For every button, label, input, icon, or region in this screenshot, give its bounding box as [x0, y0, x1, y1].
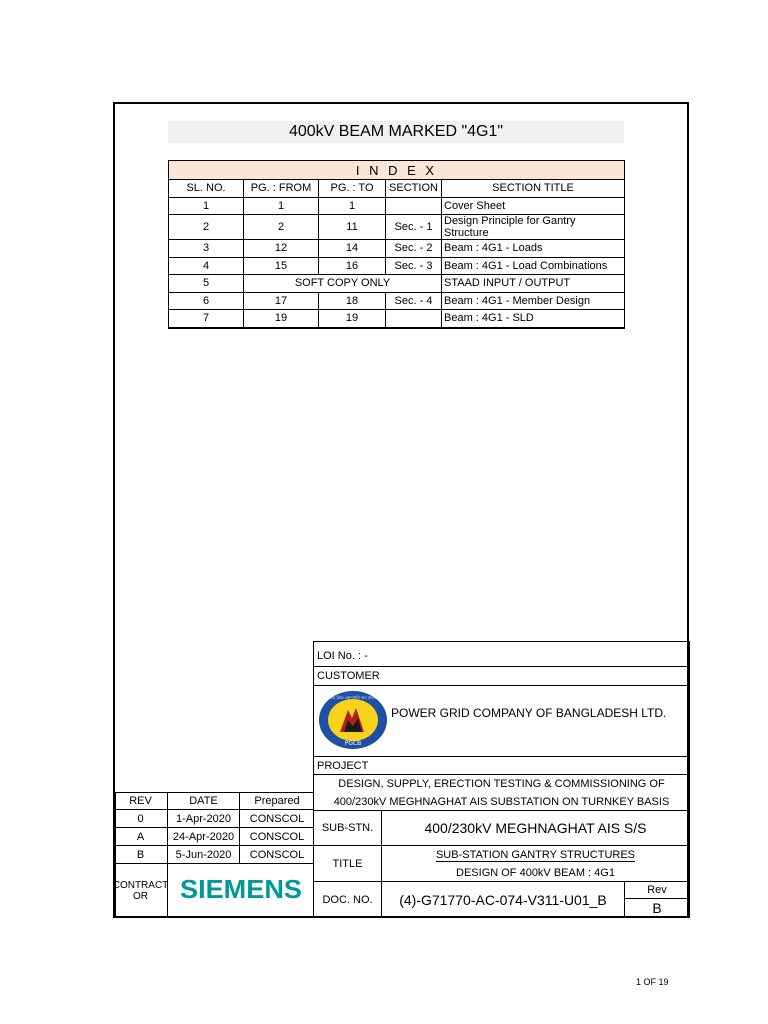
customer-label: CUSTOMER [314, 667, 689, 686]
col-header: PG. : FROM [244, 180, 319, 198]
title-line-2: DESIGN OF 400kV BEAM : 4G1 [382, 864, 689, 882]
page-number: 1 OF 19 [636, 977, 669, 987]
rev-value: B [652, 900, 662, 916]
date-cell: 1-Apr-2020 [168, 810, 240, 828]
rev-cell: A [114, 828, 168, 846]
pgcb-ring-text: পাওয়ার গ্রিড কোম্পানি অব বাংলাদেশ [322, 695, 384, 700]
pgcb-logo [318, 690, 388, 750]
project-line-1: DESIGN, SUPPLY, ERECTION TESTING & COMMISSIONING OF [338, 778, 665, 790]
title-label: TITLE [314, 846, 382, 882]
title-line-1: SUB-STATION GANTRY STRUCTURES [435, 848, 636, 861]
index-heading: I N D E X [169, 161, 625, 180]
date-cell: 24-Apr-2020 [168, 828, 240, 846]
loi-number: LOI No. : - [314, 645, 689, 667]
pgcb-text: PGCB [344, 740, 362, 747]
table-row: 1 1 1 Cover Sheet [169, 197, 625, 215]
table-row: 3 12 14 Sec. - 2 Beam : 4G1 - Loads [169, 240, 625, 258]
substn-value: 400/230kV MEGHNAGHAT AIS S/S [382, 811, 689, 846]
rev-cell: B [114, 846, 168, 864]
siemens-logo [178, 875, 304, 902]
col-header: SECTION [386, 180, 442, 198]
col-header: SECTION TITLE [442, 180, 625, 198]
contractor-label: CONTRACT OR [114, 864, 168, 917]
col-header: PG. : TO [319, 180, 386, 198]
table-row: 7 19 19 Beam : 4G1 - SLD [169, 310, 625, 328]
index-table [168, 160, 625, 329]
col-header: SL. NO. [169, 180, 244, 198]
prepared-header: Prepared [240, 792, 314, 810]
rev-cell: 0 [114, 810, 168, 828]
table-row: 5 SOFT COPY ONLY STAAD INPUT / OUTPUT [169, 275, 625, 293]
customer-name: POWER GRID COMPANY OF BANGLADESH LTD. [391, 705, 667, 720]
date-cell: 5-Jun-2020 [168, 846, 240, 864]
project-line-2: 400/230kV MEGHNAGHAT AIS SUBSTATION ON TURNKEY BASIS [314, 793, 689, 811]
table-row: 2 2 11 Sec. - 1 Design Principle for Gantry Structure [169, 215, 625, 240]
date-header: DATE [168, 792, 240, 810]
table-row: 6 17 18 Sec. - 4 Beam : 4G1 - Member Design [169, 292, 625, 310]
project-label: PROJECT [314, 757, 689, 775]
docno-label: DOC. NO. [314, 882, 382, 917]
docno-value: (4)-G71770-AC-074-V311-U01_B [382, 882, 625, 917]
document-title: 400kV BEAM MARKED "4G1" [168, 121, 624, 143]
siemens-text: SIEMENS [180, 875, 302, 902]
substn-label: SUB-STN. [314, 811, 382, 846]
rev-header: REV [114, 792, 168, 810]
prepared-cell: CONSCOL [240, 828, 314, 846]
prepared-cell: CONSCOL [240, 810, 314, 828]
table-row: 4 15 16 Sec. - 3 Beam : 4G1 - Load Combinations [169, 257, 625, 275]
prepared-cell: CONSCOL [240, 846, 314, 864]
rev-label: Rev [625, 882, 689, 899]
